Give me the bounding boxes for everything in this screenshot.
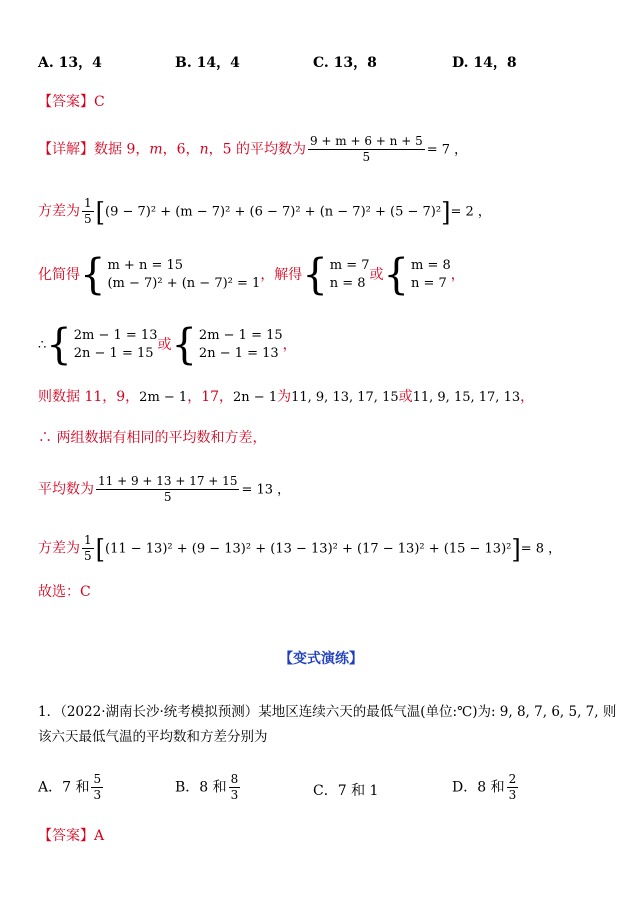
equation: 2n − 1 = 13 [198,346,279,361]
data-set: 11, 9, 15, 17, 13 [412,390,521,405]
mean-fraction [96,474,239,505]
simplify-line [38,250,465,300]
then-label: 则数据 11，9， [38,389,140,405]
variance-label: 方差为 [38,540,80,557]
one-fifth-fraction [82,533,94,564]
punctuation: ， [282,337,297,353]
left-brace: { [171,320,197,370]
equation-system [171,320,283,370]
mean-label: 平均数为 [38,481,94,498]
right-bracket: ] [511,533,521,564]
fraction-numerator: 8 [230,772,239,786]
fraction-numerator: 5 [93,772,102,786]
answer-value: A [94,828,105,844]
equation-system [80,250,261,300]
option-fraction [229,772,241,803]
fraction-numerator: 1 [84,196,92,210]
question-line-1: 1．（2022·湖南长沙·统考模拟预测）某地区连续六天的最低气温(单位:℃)为: 9, 8, 7, 6, 5, 7, 则 [38,704,617,720]
answer-value: C [94,94,105,110]
option-d: D. 14，8 [452,55,517,71]
option-c: C. 13，8 [313,55,377,71]
equation: 2m − 1 = 15 [198,328,283,343]
option-text: B．8 和 [175,779,227,796]
question-option-c: C．7 和 1 [313,783,379,799]
equation: 2m − 1 = 13 [73,328,158,343]
variance-result: = 8 ， [520,541,562,557]
option-text: A．7 和 [38,779,90,796]
var-m: m [149,141,163,158]
solution-system [383,250,451,300]
detail-text: ，5 的平均数为 [208,141,306,158]
fraction-denominator: 5 [163,490,172,504]
punctuation: ， [450,267,465,283]
solution-system [302,250,370,300]
mean-result: = 13 ， [241,482,291,498]
data-set: 11, 9, 13, 17, 15 [291,390,399,405]
equation-system [46,320,158,370]
choose-value: C [80,584,91,600]
expression: 2n − 1 [233,390,278,405]
option-b: B. 14，4 [175,55,240,71]
question-line-2: 该六天最低气温的平均数和方差分别为 [38,729,268,745]
left-bracket: [ [95,196,106,227]
fraction-denominator: 3 [230,788,239,802]
option-text: D．8 和 [452,779,505,796]
variance-line-2 [38,533,561,564]
then-line [38,387,534,408]
question-option-b [175,772,242,803]
option-fraction [91,772,103,803]
therefore-symbol: ∴ [38,338,47,353]
section-title: 【变式演练】 [279,651,363,667]
then-text: ，17， [187,389,234,405]
variance-expression: (9 − 7)² + (m − 7)² + (6 − 7)² + (n − 7)² + (5 − 7)² [105,204,442,220]
one-fifth-fraction [82,196,94,227]
punctuation: ， [520,389,535,405]
choose-label: 故选： [38,584,80,600]
choose-line [38,582,91,602]
simplify-label: 化简得 [38,267,80,283]
option-fraction [507,772,519,803]
fraction-denominator: 5 [84,549,92,563]
equation: m + n = 15 [107,258,184,273]
variance-line [38,196,491,227]
mean-line [38,474,290,505]
question-option-d [452,772,520,803]
left-brace: { [302,250,328,300]
detail-text: ，6， [162,141,200,158]
detail-text: 数据 9， [94,141,150,158]
answer-label: 【答案】 [38,94,94,110]
answer-line [38,92,105,112]
fraction-numerator: 11 + 9 + 13 + 17 + 15 [98,474,238,488]
mean-fraction [308,134,425,165]
left-brace: { [80,250,106,300]
var-n: n [199,141,209,158]
fraction-numerator: 2 [508,772,517,786]
question-option-a [38,772,105,803]
therefore-line-2: ∴ 两组数据有相同的平均数和方差， [38,430,267,446]
variance-label: 方差为 [38,203,80,220]
fraction-numerator: 1 [84,533,92,547]
or-text: 或 [398,389,413,405]
equation: n = 7 [410,276,447,291]
equation: 2n − 1 = 15 [73,346,154,361]
left-bracket: [ [95,533,106,564]
answer-line-2 [38,826,104,846]
variance-result: = 2 ， [450,204,491,220]
equation: n = 8 [329,276,366,291]
mean-result: = 7 ， [426,142,468,158]
variance-expression: (11 − 13)² + (9 − 13)² + (13 − 13)² + (17 − 13)² + (15 − 13)² [105,541,512,557]
equation: m = 7 [329,258,370,273]
or-text: 或 [157,337,172,353]
solve-label: ，解得 [260,267,303,283]
expression: 2m − 1 [139,390,188,405]
left-brace: { [46,320,72,370]
fraction-denominator: 3 [93,788,102,802]
fraction-denominator: 3 [508,788,517,802]
equation: (m − 7)² + (n − 7)² = 1 [107,276,261,291]
then-text: 为 [277,389,292,405]
left-brace: { [383,250,409,300]
right-bracket: ] [441,196,451,227]
answer-label: 【答案】 [38,828,94,844]
fraction-numerator: 9 + m + 6 + n + 5 [309,134,423,148]
detail-line [38,134,467,165]
detail-label: 【详解】 [38,141,94,158]
therefore-line [38,320,297,370]
equation: m = 8 [410,258,451,273]
fraction-denominator: 5 [362,150,371,164]
option-a: A. 13，4 [38,55,102,71]
fraction-denominator: 5 [84,212,92,226]
or-text: 或 [369,267,384,283]
